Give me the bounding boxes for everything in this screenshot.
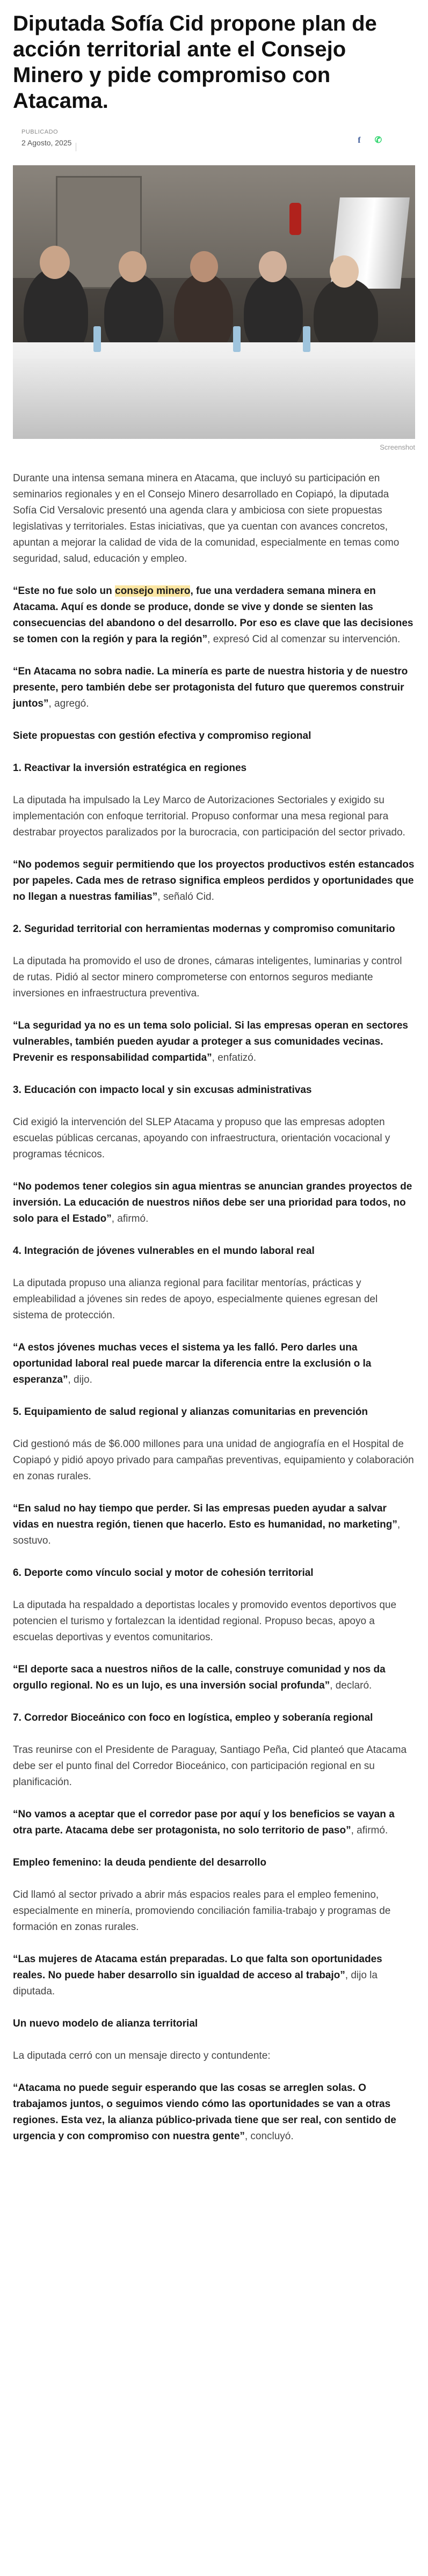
quote-attribution: , concluyó. <box>244 2131 294 2142</box>
quote-text: “Atacama no puede seguir esperando que las cosas se arreglen solas. O trabajamos juntos, o seguimos viendo cómo las oportunidades se van a otras regiones. Esta vez, la alianza público-privada tiene que ser real, con sentido de urgencia y con compromiso con nuestra gente” <box>13 2082 396 2142</box>
quote-block <box>13 1018 415 1066</box>
publish-info <box>21 129 76 151</box>
photo-head <box>119 251 147 282</box>
paragraph: La diputada ha respaldado a deportistas locales y promovido eventos deportivos que potencien el turismo y fortalezcan la identidad regional. Propuso becas, apoyo a escuelas deportivas y eventos comunitarios. <box>13 1599 397 1643</box>
article-body <box>13 471 415 2145</box>
share-buttons <box>358 129 407 145</box>
quote-attribution: , señaló Cid. <box>157 891 214 902</box>
article-title: Diputada Sofía Cid propone plan de acción territorial ante el Consejo Minero y pide compromiso con Atacama. <box>13 12 377 113</box>
section-heading: Empleo femenino: la deuda pendiente del desarrollo <box>13 1857 266 1868</box>
photo-head <box>330 255 359 288</box>
quote-block <box>13 1807 415 1839</box>
quote-block <box>13 1340 415 1388</box>
photo-person <box>314 278 378 353</box>
paragraph: La diputada propuso una alianza regional para facilitar mentorías, prácticas y empleabilidad a jóvenes sin redes de apoyo, especialmente quienes egresan del sistema de protección. <box>13 1278 378 1321</box>
quote-attribution: , enfatizó. <box>212 1052 257 1063</box>
paragraph: Cid llamó al sector privado a abrir más espacios reales para el empleo femenino, especialmente en minería, promoviendo conciliación familia-trabajo y programas de formación en zonas rurales. <box>13 1889 391 1933</box>
photo-head <box>259 251 287 282</box>
photo-person <box>104 273 163 353</box>
quote-block <box>13 1662 415 1694</box>
quote-attribution: , sostuvo. <box>13 1519 401 1546</box>
quote-block <box>13 1951 415 2000</box>
quote-block <box>13 1179 415 1227</box>
published-label: PUBLICADO <box>21 129 59 135</box>
section-heading: 1. Reactivar la inversión estratégica en regiones <box>13 762 247 774</box>
quote-text: “El deporte saca a nuestros niños de la calle, construye comunidad y nos da orgullo regional. No es un lujo, es una inversión social profunda” <box>13 1664 386 1691</box>
publish-date: 2 Agosto, 2025 <box>21 138 72 147</box>
quote-text: “Las mujeres de Atacama están preparadas. Lo que falta son oportunidades reales. No puede haber desarrollo sin igualdad de acceso al trabajo” <box>13 1954 382 1981</box>
paragraph: Tras reunirse con el Presidente de Paraguay, Santiago Peña, Cid planteó que Atacama debe ser el punto final del Corredor Bioceánico, con participación regional en su planificación. <box>13 1744 407 1788</box>
section-heading: Siete propuestas con gestión efectiva y compromiso regional <box>13 730 311 742</box>
quote-text: “No vamos a aceptar que el corredor pase por aquí y los beneficios se vayan a otra parte. Atacama debe ser protagonista, no solo territorio de paso” <box>13 1809 395 1836</box>
article-meta <box>13 129 415 151</box>
fire-extinguisher <box>289 203 301 235</box>
photo-head <box>40 246 70 279</box>
quote-attribution: , dijo. <box>68 1374 92 1385</box>
section-heading: 7. Corredor Bioceánico con foco en logística, empleo y soberanía regional <box>13 1712 373 1723</box>
quote-text: “En Atacama no sobra nadie. La minería es parte de nuestra historia y de nuestro presente, pero también debe ser protagonista del futuro que queremos construir juntos” <box>13 666 408 709</box>
quote-text: “La seguridad ya no es un tema solo policial. Si las empresas operan en sectores vulnerables, también pueden ayudar a proteger a sus comunidades vecinas. Prevenir es responsabilidad compartida” <box>13 1020 408 1063</box>
quote-attribution: , agregó. <box>48 698 89 709</box>
quote-block <box>13 583 415 648</box>
quote-block <box>13 2080 415 2145</box>
quote-attribution: , afirmó. <box>351 1825 388 1836</box>
photo-bottle <box>233 326 241 352</box>
facebook-icon[interactable]: f <box>358 136 361 145</box>
quote-attribution: , dijo la diputada. <box>13 1970 378 1997</box>
quote-text: “No podemos seguir permitiendo que los proyectos productivos estén estancados por papeles. Cada mes de retraso significa empleos perdidos y oportunidades que no llegan a nuestras familias” <box>13 859 415 902</box>
photo-person <box>244 273 303 353</box>
quote-text: , fue una verdadera semana minera en Atacama. Aquí es donde se produce, donde se vive y donde se sienten las consecuencias del abandono o del desarrollo. Por eso es clave que las decisiones se tomen con la región y para la región” <box>13 585 414 645</box>
intro-paragraph: Durante una intensa semana minera en Atacama, que incluyó su participación en seminarios regionales y en el Consejo Minero desarrollado en Copiapó, la diputada Sofía Cid Versalovic presentó una agenda clara y ambiciosa con siete propuestas legislativas y territoriales. Estas iniciativas, que ya cuentan con avances concretos, apuntan a mejorar la calidad de vida de la comunidad, especialmente en temas como seguridad, salud, educación y empleo. <box>13 473 400 564</box>
photo-bottle <box>93 326 101 352</box>
section-heading: 3. Educación con impacto local y sin excusas administrativas <box>13 1084 312 1096</box>
section-heading: 2. Seguridad territorial con herramientas modernas y compromiso comunitario <box>13 923 395 935</box>
photo-head <box>190 251 218 282</box>
section-heading: 4. Integración de jóvenes vulnerables en el mundo laboral real <box>13 1245 315 1257</box>
paragraph: La diputada cerró con un mensaje directo y contundente: <box>13 2050 271 2061</box>
highlighted-link[interactable]: consejo minero <box>115 585 191 597</box>
quote-text: “A estos jóvenes muchas veces el sistema ya les falló. Pero darles una oportunidad laboral real puede marcar la diferencia entre la exclusión o la esperanza” <box>13 1342 372 1385</box>
quote-attribution: , expresó Cid al comenzar su intervención. <box>207 634 401 645</box>
section-heading: Un nuevo modelo de alianza territorial <box>13 2018 198 2029</box>
section-heading: 6. Deporte como vínculo social y motor de cohesión territorial <box>13 1567 314 1579</box>
quote-text: “En salud no hay tiempo que perder. Si las empresas pueden ayudar a salvar vidas en nuestra región, tienen que hacerlo. Esto es humanidad, no marketing” <box>13 1503 397 1530</box>
quote-text: “Este no fue solo un <box>13 585 115 597</box>
quote-attribution: , afirmó. <box>111 1213 149 1224</box>
photo-person <box>174 273 233 353</box>
quote-attribution: , declaró. <box>330 1680 372 1691</box>
photo-tablecloth <box>13 358 415 439</box>
section-heading: 5. Equipamiento de salud regional y alianzas comunitarias en prevención <box>13 1406 368 1418</box>
whatsapp-icon[interactable]: ✆ <box>374 136 382 145</box>
paragraph: La diputada ha impulsado la Ley Marco de Autorizaciones Sectoriales y exigido su implementación con enfoque territorial. Propuso conformar una mesa regional para destrabar proyectos paralizados por la burocracia, con participación del sector privado. <box>13 795 405 838</box>
quote-block <box>13 1501 415 1549</box>
photo-bottle <box>303 326 310 352</box>
photo-caption: Screenshot <box>380 443 415 451</box>
article-photo <box>13 165 415 439</box>
quote-text: “No podemos tener colegios sin agua mientras se anuncian grandes proyectos de inversión. La educación de nuestros niños debe ser una prioridad para todos, no solo para el Estado” <box>13 1181 412 1224</box>
paragraph: Cid exigió la intervención del SLEP Atacama y propuso que las empresas adopten escuelas públicas cercanas, apoyando con infraestructura, orientación vocacional y programas técnicos. <box>13 1117 390 1160</box>
paragraph: Cid gestionó más de $6.000 millones para una unidad de angiografía en el Hospital de Copiapó y pidió apoyo privado para campañas preventivas, equipamiento y colaboración en zonas rurales. <box>13 1439 414 1482</box>
quote-block <box>13 857 415 905</box>
paragraph: La diputada ha promovido el uso de drones, cámaras inteligentes, luminarias y control de rutas. Pidió al sector minero comprometerse con entornos seguros mediante inversiones en infraestructura preventiva. <box>13 956 402 999</box>
quote-block <box>13 664 415 712</box>
